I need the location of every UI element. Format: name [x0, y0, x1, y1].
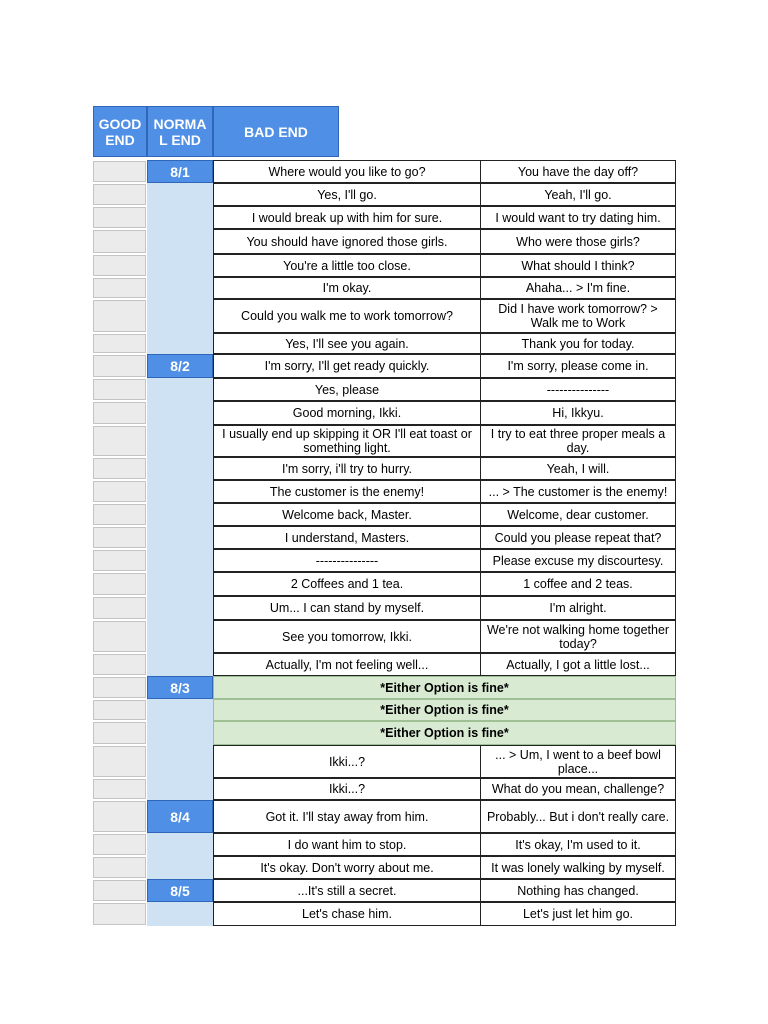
choice-option-b: Did I have work tomorrow? > Walk me to Work: [480, 299, 676, 333]
choice-option-a: Ikki...?: [213, 778, 481, 800]
choice-option-b: Actually, I got a little lost...: [480, 653, 676, 676]
choice-option-a: It's okay. Don't worry about me.: [213, 856, 481, 879]
header-bad-end: [213, 106, 339, 157]
choice-option-a: Yes, I'll see you again.: [213, 333, 481, 354]
table-row: [93, 526, 676, 549]
normal-end-cell: [147, 778, 213, 800]
choice-option-b: 1 coffee and 2 teas.: [480, 572, 676, 596]
table-row: [93, 457, 676, 480]
choice-option-a: You're a little too close.: [213, 254, 481, 277]
choice-option-a: I'm okay.: [213, 277, 481, 299]
good-end-cell: [93, 184, 146, 205]
choice-option-a: The customer is the enemy!: [213, 480, 481, 503]
table-row: [93, 572, 676, 596]
choice-option-a: Let's chase him.: [213, 902, 481, 926]
normal-end-cell: [147, 333, 213, 354]
header-bad-end-label: BAD END: [244, 123, 308, 140]
table-row: [93, 183, 676, 206]
table-row: [93, 425, 676, 457]
choice-option-a: 2 Coffees and 1 tea.: [213, 572, 481, 596]
table-row: [93, 378, 676, 401]
table-row: [93, 856, 676, 879]
good-end-cell: [93, 621, 146, 652]
table-row: [93, 620, 676, 653]
date-cell: 8/2: [147, 354, 213, 378]
choice-option-b: Nothing has changed.: [480, 879, 676, 902]
table-row: [93, 653, 676, 676]
table-row: [93, 229, 676, 254]
good-end-cell: [93, 230, 146, 253]
choice-option-a: You should have ignored those girls.: [213, 229, 481, 254]
choice-option-a: Good morning, Ikki.: [213, 401, 481, 425]
choice-option-a: Actually, I'm not feeling well...: [213, 653, 481, 676]
normal-end-cell: [147, 902, 213, 926]
choice-option-b: I'm alright.: [480, 596, 676, 620]
table-row: [93, 480, 676, 503]
date-cell: 8/4: [147, 800, 213, 833]
normal-end-cell: [147, 856, 213, 879]
normal-end-cell: [147, 401, 213, 425]
normal-end-cell: [147, 299, 213, 333]
choice-option-b: We're not walking home together today?: [480, 620, 676, 653]
normal-end-cell: [147, 699, 213, 721]
header-good-end-label: GOOD END: [98, 115, 142, 148]
good-end-cell: [93, 527, 146, 548]
normal-end-cell: [147, 620, 213, 653]
choice-option-a: ---------------: [213, 549, 481, 572]
good-end-cell: [93, 834, 146, 855]
table-row: [93, 699, 676, 721]
choice-option-a: I usually end up skipping it OR I'll eat toast or something light.: [213, 425, 481, 457]
table-row: [93, 254, 676, 277]
normal-end-cell: [147, 745, 213, 778]
good-end-cell: [93, 722, 146, 744]
choice-option-a: Got it. I'll stay away from him.: [213, 800, 481, 833]
choice-option-a: I'm sorry, i'll try to hurry.: [213, 457, 481, 480]
choice-option-b: I would want to try dating him.: [480, 206, 676, 229]
choice-option-b: Let's just let him go.: [480, 902, 676, 926]
normal-end-cell: [147, 378, 213, 401]
normal-end-cell: [147, 526, 213, 549]
good-end-cell: [93, 857, 146, 878]
good-end-cell: [93, 426, 146, 456]
choice-option-a: Um... I can stand by myself.: [213, 596, 481, 620]
good-end-cell: [93, 278, 146, 298]
choice-option-a: ...It's still a secret.: [213, 879, 481, 902]
either-option-cell: *Either Option is fine*: [213, 721, 676, 745]
choice-option-a: See you tomorrow, Ikki.: [213, 620, 481, 653]
either-option-cell: *Either Option is fine*: [213, 699, 676, 721]
choice-option-a: Where would you like to go?: [213, 160, 481, 183]
good-end-cell: [93, 801, 146, 832]
good-end-cell: [93, 597, 146, 619]
choice-option-b: Ahaha... > I'm fine.: [480, 277, 676, 299]
choice-option-b: Welcome, dear customer.: [480, 503, 676, 526]
good-end-cell: [93, 355, 146, 377]
choice-option-b: What do you mean, challenge?: [480, 778, 676, 800]
normal-end-cell: [147, 457, 213, 480]
table-row: [93, 160, 676, 183]
good-end-cell: [93, 161, 146, 182]
good-end-cell: [93, 334, 146, 353]
normal-end-cell: [147, 572, 213, 596]
good-end-cell: [93, 255, 146, 276]
choice-option-b: Could you please repeat that?: [480, 526, 676, 549]
choice-option-b: I try to eat three proper meals a day.: [480, 425, 676, 457]
choice-option-b: Hi, Ikkyu.: [480, 401, 676, 425]
table-row: [93, 745, 676, 778]
good-end-cell: [93, 654, 146, 675]
good-end-cell: [93, 677, 146, 698]
choice-option-a: Ikki...?: [213, 745, 481, 778]
good-end-cell: [93, 481, 146, 502]
choice-option-a: I do want him to stop.: [213, 833, 481, 856]
table-row: [93, 354, 676, 378]
header-normal-end: [147, 106, 213, 157]
normal-end-cell: [147, 480, 213, 503]
choice-option-b: Yeah, I will.: [480, 457, 676, 480]
table-row: [93, 676, 676, 699]
good-end-cell: [93, 550, 146, 571]
choice-option-b: I'm sorry, please come in.: [480, 354, 676, 378]
normal-end-cell: [147, 425, 213, 457]
choice-option-a: I understand, Masters.: [213, 526, 481, 549]
choice-option-b: Who were those girls?: [480, 229, 676, 254]
normal-end-cell: [147, 277, 213, 299]
choice-option-b: ... > The customer is the enemy!: [480, 480, 676, 503]
choice-option-b: It's okay, I'm used to it.: [480, 833, 676, 856]
table-row: [93, 833, 676, 856]
table-row: [93, 206, 676, 229]
normal-end-cell: [147, 596, 213, 620]
good-end-cell: [93, 903, 146, 925]
normal-end-cell: [147, 549, 213, 572]
good-end-cell: [93, 379, 146, 400]
choice-option-b: Thank you for today.: [480, 333, 676, 354]
normal-end-cell: [147, 229, 213, 254]
normal-end-cell: [147, 206, 213, 229]
choice-option-a: I'm sorry, I'll get ready quickly.: [213, 354, 481, 378]
choice-option-b: You have the day off?: [480, 160, 676, 183]
normal-end-cell: [147, 254, 213, 277]
either-option-cell: *Either Option is fine*: [213, 676, 676, 699]
table-row: [93, 800, 676, 833]
good-end-cell: [93, 880, 146, 901]
good-end-cell: [93, 402, 146, 424]
good-end-cell: [93, 573, 146, 595]
table-row: [93, 299, 676, 333]
table-row: [93, 549, 676, 572]
choice-option-b: It was lonely walking by myself.: [480, 856, 676, 879]
normal-end-cell: [147, 653, 213, 676]
choice-option-b: ---------------: [480, 378, 676, 401]
good-end-cell: [93, 300, 146, 332]
choice-option-a: Yes, I'll go.: [213, 183, 481, 206]
normal-end-cell: [147, 721, 213, 745]
good-end-cell: [93, 207, 146, 228]
choice-option-a: Yes, please: [213, 378, 481, 401]
good-end-cell: [93, 700, 146, 720]
table-row: [93, 333, 676, 354]
table-row: [93, 721, 676, 745]
choice-option-b: Yeah, I'll go.: [480, 183, 676, 206]
choice-option-a: Welcome back, Master.: [213, 503, 481, 526]
normal-end-cell: [147, 503, 213, 526]
table-row: [93, 503, 676, 526]
header-good-end: [93, 106, 147, 157]
normal-end-cell: [147, 833, 213, 856]
choice-option-b: Probably... But i don't really care.: [480, 800, 676, 833]
normal-end-cell: [147, 183, 213, 206]
good-end-cell: [93, 458, 146, 479]
table-row: [93, 596, 676, 620]
date-cell: 8/1: [147, 160, 213, 183]
choice-option-a: Could you walk me to work tomorrow?: [213, 299, 481, 333]
date-cell: 8/3: [147, 676, 213, 699]
date-cell: 8/5: [147, 879, 213, 902]
choice-option-b: ... > Um, I went to a beef bowl place...: [480, 745, 676, 778]
good-end-cell: [93, 504, 146, 525]
table-row: [93, 902, 676, 926]
good-end-cell: [93, 779, 146, 799]
choice-option-b: Please excuse my discourtesy.: [480, 549, 676, 572]
choice-option-a: I would break up with him for sure.: [213, 206, 481, 229]
table-row: [93, 277, 676, 299]
table-row: [93, 778, 676, 800]
header-normal-end-label: NORMA L END: [153, 115, 207, 148]
choice-option-b: What should I think?: [480, 254, 676, 277]
good-end-cell: [93, 746, 146, 777]
table-row: [93, 401, 676, 425]
table-row: [93, 879, 676, 902]
